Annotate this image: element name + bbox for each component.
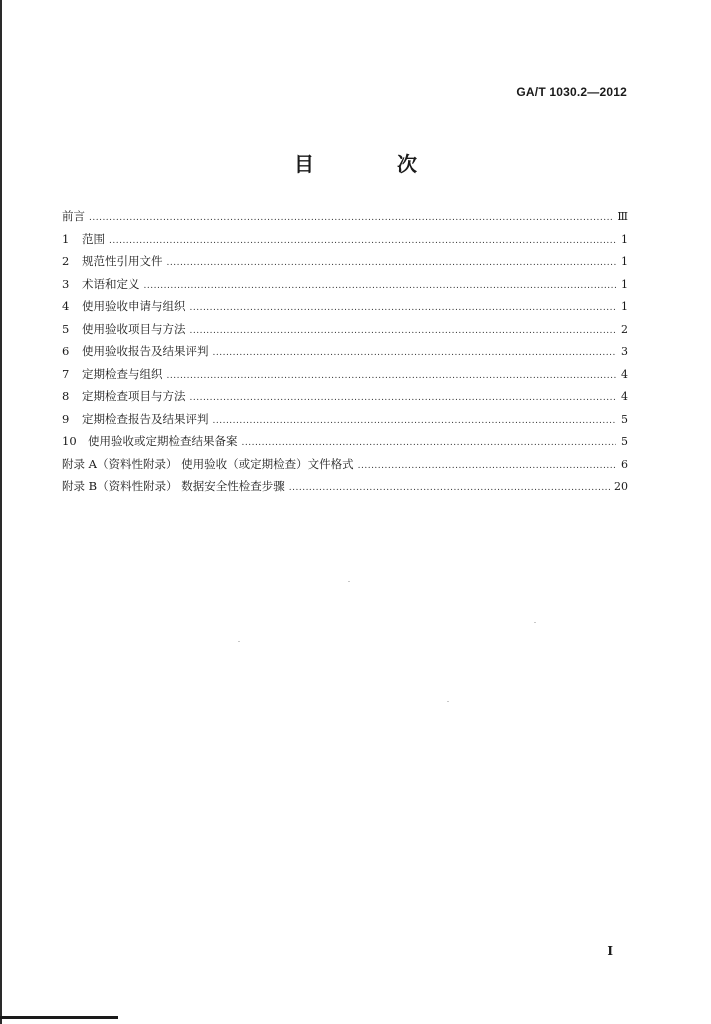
- toc-entry-acceptance-report[interactable]: [62, 340, 628, 363]
- toc-entry-appendix-a[interactable]: [62, 453, 628, 476]
- toc-label: 使用验收项目与方法: [82, 321, 186, 336]
- toc-label: 定期检查报告及结果评判: [82, 411, 209, 426]
- toc-leader-dots: [213, 342, 617, 365]
- toc-label: 定期检查与组织: [82, 366, 163, 381]
- table-of-contents: [62, 205, 628, 498]
- toc-label: 定期检查项目与方法: [82, 389, 186, 403]
- toc-number: 3: [62, 276, 70, 291]
- toc-entry-scope[interactable]: [62, 228, 628, 251]
- scan-speck: [447, 701, 449, 702]
- toc-leader-dots: [213, 410, 617, 433]
- scan-speck: [238, 641, 240, 642]
- toc-label: 术语和定义: [82, 276, 140, 291]
- toc-label: 范围: [82, 231, 105, 246]
- toc-entry-acceptance-items[interactable]: [62, 318, 628, 341]
- toc-page-number: 5: [621, 412, 628, 426]
- toc-page-number: 4: [621, 367, 628, 381]
- toc-number: 2: [62, 254, 70, 268]
- toc-number: 1: [62, 231, 70, 246]
- toc-number: 4: [62, 299, 70, 313]
- toc-label: 使用验收申请与组织: [82, 299, 186, 313]
- toc-label: 前言: [62, 209, 85, 223]
- toc-entry-periodic-report[interactable]: [62, 408, 628, 431]
- toc-page-number: 2: [621, 322, 628, 336]
- page-bottom-mark: [0, 1016, 118, 1019]
- toc-leader-dots: [109, 230, 616, 253]
- page-title: 目 次: [294, 152, 455, 176]
- toc-leader-dots: [358, 455, 616, 478]
- toc-entry-foreword[interactable]: [62, 205, 628, 228]
- toc-number: 5: [62, 321, 70, 336]
- toc-page-number: 1: [621, 232, 628, 246]
- toc-label: 规范性引用文件: [82, 254, 163, 268]
- toc-entry-periodic-inspection[interactable]: [62, 363, 628, 386]
- toc-page-number: 3: [621, 345, 628, 358]
- toc-leader-dots: [167, 365, 617, 388]
- footer-page-number: I: [607, 944, 613, 958]
- toc-entry-periodic-items[interactable]: [62, 385, 628, 408]
- toc-number: 8: [62, 389, 70, 403]
- toc-leader-dots: [190, 297, 617, 320]
- toc-number: 7: [62, 366, 70, 381]
- toc-number: 10: [62, 434, 77, 448]
- toc-leader-dots: [242, 432, 617, 455]
- toc-page-number: 5: [621, 435, 628, 448]
- scan-speck: [534, 622, 536, 623]
- toc-label: 附录 A（资料性附录） 使用验收（或定期检查）文件格式: [62, 456, 354, 471]
- toc-entry-terms[interactable]: [62, 273, 628, 296]
- toc-number: 6: [62, 344, 70, 358]
- toc-leader-dots: [167, 252, 617, 275]
- toc-page-number: Ⅲ: [617, 210, 628, 223]
- toc-entry-normative-references[interactable]: [62, 250, 628, 273]
- document-code: GA/T 1030.2—2012: [516, 85, 627, 99]
- toc-entry-acceptance-application[interactable]: [62, 295, 628, 318]
- toc-leader-dots: [190, 387, 617, 410]
- toc-page-number: 1: [621, 255, 628, 268]
- toc-leader-dots: [89, 207, 613, 230]
- toc-page-number: 6: [621, 457, 628, 471]
- toc-entry-filing[interactable]: [62, 430, 628, 453]
- toc-label: 附录 B（资料性附录） 数据安全性检查步骤: [62, 479, 285, 493]
- toc-entry-appendix-b[interactable]: [62, 475, 628, 498]
- toc-label: 使用验收报告及结果评判: [82, 344, 209, 358]
- toc-page-number: 1: [621, 300, 628, 313]
- toc-page-number: 1: [621, 277, 628, 291]
- toc-number: 9: [62, 411, 70, 426]
- scan-speck: [348, 581, 350, 582]
- toc-leader-dots: [144, 275, 617, 298]
- toc-leader-dots: [190, 320, 617, 343]
- toc-page-number: 4: [621, 390, 628, 403]
- toc-label: 使用验收或定期检查结果备案: [88, 434, 238, 448]
- toc-page-number: 20: [614, 480, 628, 493]
- toc-leader-dots: [289, 477, 610, 500]
